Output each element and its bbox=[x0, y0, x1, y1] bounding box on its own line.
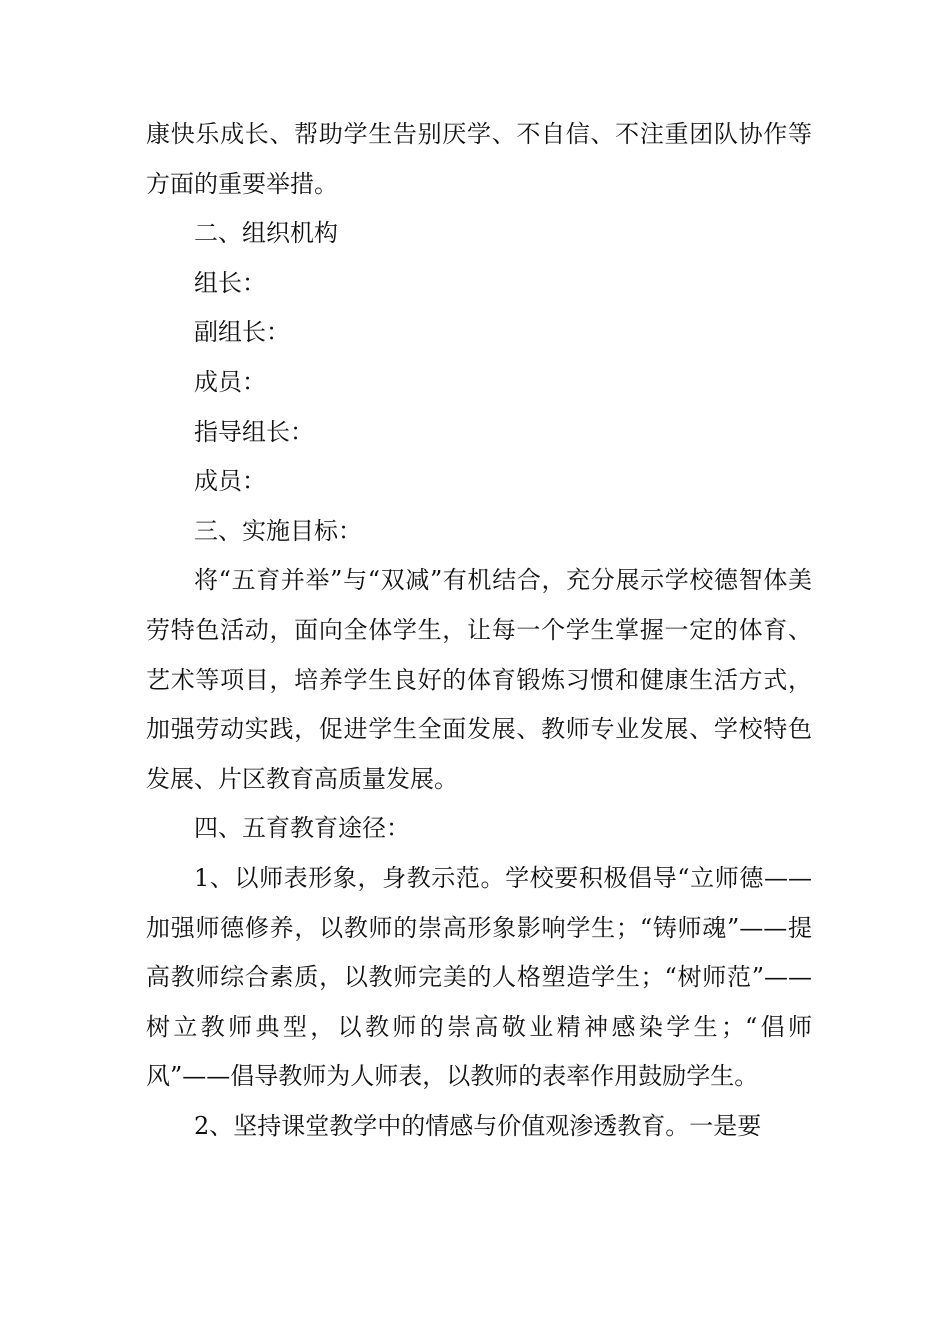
heading-approaches: 四、五育教育途径： bbox=[194, 814, 410, 843]
paragraph-approach-2: 2、坚持课堂教学中的情感与价值观渗透教育。一是要 bbox=[194, 1111, 762, 1140]
paragraph-approach-1: 1、以师表形象，身教示范。学校要积极倡导“立师德——加强师德修养，以教师的崇高形象影响学生；“铸师魂”——提高教师综合素质，以教师完美的人格塑造学生；“树师范”——树立教师典型，以教师的崇高敬业精神感染学生；“倡师风”——倡导教师为人师表，以教师的表率作用鼓励学生。 bbox=[146, 863, 812, 1091]
field-members: 成员： bbox=[194, 367, 266, 396]
document-page bbox=[146, 110, 812, 1151]
paragraph-continuation: 康快乐成长、帮助学生告别厌学、不自信、不注重团队协作等方面的重要举措。 bbox=[146, 120, 812, 198]
heading-organization: 二、组织机构 bbox=[194, 219, 338, 248]
field-guidance-members: 成员： bbox=[194, 467, 266, 496]
field-guidance-leader: 指导组长： bbox=[194, 417, 314, 446]
field-deputy-leader: 副组长： bbox=[194, 318, 290, 347]
field-group-leader: 组长： bbox=[194, 268, 266, 297]
heading-goals: 三、实施目标： bbox=[194, 516, 362, 545]
paragraph-goals: 将“五育并举”与“双减”有机结合，充分展示学校德智体美劳特色活动，面向全体学生，让每一个学生掌握一定的体育、艺术等项目，培养学生良好的体育锻炼习惯和健康生活方式，加强劳动实践，促进学生全面发展、教师专业发展、学校特色发展、片区教育高质量发展。 bbox=[146, 566, 812, 793]
